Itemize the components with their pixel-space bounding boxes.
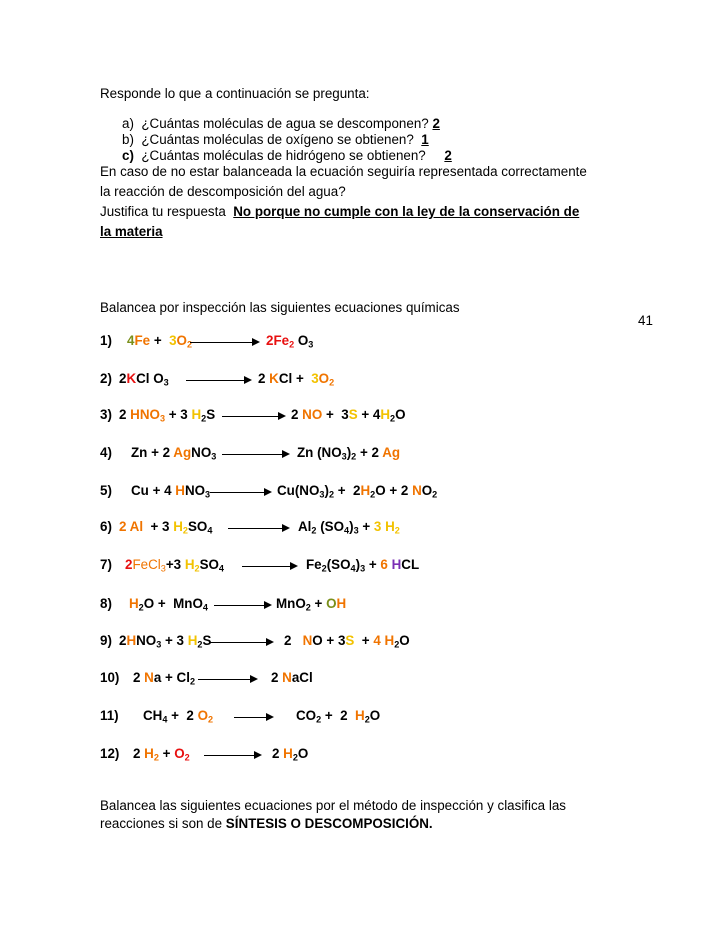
equation-left: 2 Al + 3 $H_2SO_4$ [119, 519, 213, 536]
equation-number: 4) [100, 445, 112, 460]
equation-row [0, 746, 728, 766]
balance-question-line-1: En caso de no estar balanceada la ecuación seguiría representada correctamente [100, 164, 587, 179]
question-label: c) [122, 148, 134, 163]
equation-row [0, 445, 728, 465]
reaction-arrow [222, 454, 288, 455]
equation-row [0, 670, 728, 690]
equation-row [0, 333, 728, 353]
final-instruction-bold: SÍNTESIS O DESCOMPOSICIÓN. [225, 816, 433, 831]
final-instruction-prefix: reacciones si son de [100, 816, 226, 831]
equation-row [0, 557, 728, 577]
reaction-arrow [204, 755, 260, 756]
equation-left: 2 $H_2 + O_2$ [133, 746, 190, 763]
final-instruction-line-1: Balancea las siguientes ecuaciones por el método de inspección y clasifica las [100, 798, 566, 813]
equation-number: 12) [100, 746, 120, 761]
reaction-arrow [242, 566, 296, 567]
equation-right: 2 NaCl [271, 670, 313, 685]
question-answer: 2 [444, 148, 452, 163]
reaction-arrow [210, 642, 272, 643]
equation-right: 2 NO + $3S + 4H_2O$ [291, 407, 406, 424]
equation-row [0, 633, 728, 653]
justify-answer: No porque no cumple con la ley de la conservación de [233, 204, 580, 219]
question-label: b) [122, 132, 134, 147]
equation-right: 2 NO + 3S + 4 $H_2O$ [284, 633, 410, 650]
equation-number: 9) [100, 633, 112, 648]
equation-right: 2 KCl + $3O_2$ [258, 371, 335, 388]
equation-row [0, 519, 728, 539]
equation-left: 2FeCl$_3$+3 $H_2SO_4$ [125, 557, 224, 574]
equation-row [0, 708, 728, 728]
equation-number: 7) [100, 557, 112, 572]
equation-number: 5) [100, 483, 112, 498]
reaction-arrow [210, 492, 270, 493]
equation-right: $CO_2 + 2$ $H_2O$ [296, 708, 381, 725]
question-text: ¿Cuántas moléculas de oxígeno se obtienen? [141, 132, 414, 147]
equation-number: 1) [100, 333, 112, 348]
equation-row [0, 407, 728, 427]
equation-left: 2 $Na + Cl_2$ [133, 670, 196, 687]
question-answer: 1 [421, 132, 429, 147]
equation-left: $4Fe + 3O_2$ [127, 333, 193, 350]
equation-right: $2Fe_2$ $O_3$ [266, 333, 314, 350]
equation-row [0, 371, 728, 391]
equation-left: $H_2O + MnO_4$ [129, 596, 208, 613]
reaction-arrow [198, 679, 256, 680]
question-text: ¿Cuántas moléculas de agua se descomponen? [141, 116, 429, 131]
reaction-arrow [222, 416, 284, 417]
equation-number: 6) [100, 519, 112, 534]
equation-left: 2 $HNO_3 + 3$ $H_2S$ [119, 407, 216, 424]
reaction-arrow [214, 605, 270, 606]
equation-right: $Cu(NO_3)_2 + 2H_2O + 2$ $NO_2$ [277, 483, 438, 500]
question-answer: 2 [432, 116, 440, 131]
equation-row [0, 483, 728, 503]
equation-number: 2) [100, 371, 112, 386]
equation-number: 10) [100, 670, 120, 685]
equation-right: Zn $(NO_3)_2 + 2$ Ag [297, 445, 401, 462]
intro-prompt: Responde lo que a continuación se pregunta: [100, 86, 370, 101]
equation-left: Zn + 2 AgNO$_3$ [131, 445, 217, 462]
question-b [122, 132, 429, 147]
question-c [122, 148, 452, 163]
equation-left: $CH_4 + 2$ $O_2$ [143, 708, 214, 725]
question-text: ¿Cuántas moléculas de hidrógeno se obtienen? [141, 148, 426, 163]
equation-number: 11) [100, 708, 119, 723]
equation-right: 2 $H_2O$ [272, 746, 309, 763]
balance-heading: Balancea por inspección las siguientes ecuaciones químicas [100, 300, 460, 315]
justify-line [100, 204, 579, 219]
equation-row [0, 596, 728, 616]
final-instruction-line-2 [100, 816, 433, 831]
justify-answer-continued: la materia [100, 224, 163, 239]
reaction-arrow [186, 380, 250, 381]
equation-right: $Fe_2(SO_4)_3 + 6$ HCL [306, 557, 420, 574]
question-a [122, 116, 440, 131]
equation-left: 2KCl $O_3$ [119, 371, 169, 388]
equation-number: 3) [100, 407, 112, 422]
equation-right: $Al_2$ $(SO_4)_3 + 3$ $H_2$ [298, 519, 400, 536]
reaction-arrow [190, 342, 258, 343]
justify-label: Justifica tu respuesta [100, 204, 226, 219]
reaction-arrow [228, 528, 288, 529]
reaction-arrow [234, 717, 272, 718]
equation-left: Cu + 4 $HNO_3$ [131, 483, 211, 500]
balance-question-line-2: la reacción de descomposición del agua? [100, 184, 346, 199]
question-label: a) [122, 116, 134, 131]
equation-left: $2HNO_3 + 3$ $H_2S$ [119, 633, 212, 650]
page-number: 41 [638, 313, 653, 328]
equation-right: MnO$_2$ + OH [276, 596, 347, 613]
equation-number: 8) [100, 596, 112, 611]
